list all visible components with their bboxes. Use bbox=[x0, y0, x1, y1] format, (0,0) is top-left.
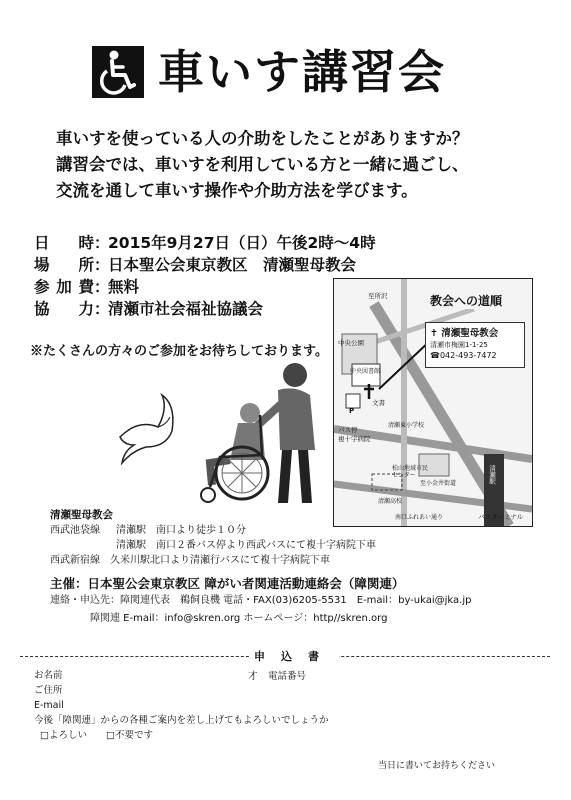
map-label: 文書 bbox=[372, 399, 385, 407]
detail-label: 日時 bbox=[34, 234, 94, 252]
intro-line: 交流を通して車いす操作や介助方法を学びます。 bbox=[56, 181, 418, 200]
option-no[interactable]: □不要です bbox=[106, 730, 153, 741]
notice-question: 今後「障関連」からの各種ご案内を差し上げてもよろしいでしょうか bbox=[34, 715, 329, 726]
map-label: 清瀬高校 bbox=[378, 498, 403, 505]
detail-datetime: 日時 ： 2015年9月27日（日）午後2時〜4時 bbox=[34, 234, 376, 252]
intro-line: 講習会では、車いすを利用している方と一緒に過ごし、 bbox=[56, 155, 469, 174]
name-label: お名前 bbox=[34, 670, 63, 681]
map-church-box bbox=[425, 322, 525, 368]
detail-value: 日本聖公会東京教区 清瀬聖母教会 bbox=[108, 256, 357, 274]
detail-venue: 場所 ： 日本聖公会東京教区 清瀬聖母教会 bbox=[34, 256, 357, 274]
detail-fee: 参加費 ： 無料 bbox=[34, 278, 140, 296]
map-label: バスターミナル bbox=[478, 513, 524, 521]
map-label: 中央図書館 bbox=[350, 368, 381, 375]
map-label: 至小金井街道 bbox=[420, 480, 457, 487]
map-label: 清瀬東小学校 bbox=[388, 422, 425, 429]
detail-value: 2015年9月27日（日）午後2時〜4時 bbox=[108, 234, 376, 252]
wheelchair-illustration bbox=[110, 355, 335, 510]
intro-line: 車いすを使っている人の介助をしたことがありますか？ bbox=[56, 129, 469, 148]
dove-icon bbox=[120, 395, 173, 463]
age-suffix: 才 bbox=[248, 671, 258, 682]
map-label: 南口ふれあい通り bbox=[395, 514, 444, 521]
detail-value: 清瀬市社会福祉協議会 bbox=[108, 300, 264, 318]
detail-label: 協力 bbox=[34, 300, 94, 318]
wheelchair-icon bbox=[92, 46, 144, 98]
railway-line: 西武新宿線 bbox=[50, 555, 100, 566]
access-text: 久米川駅北口より清瀬行バスにて複十字病院下車 bbox=[110, 555, 330, 566]
map-label: 複十字病院 bbox=[338, 435, 371, 443]
map-address: 清瀬市梅園1-1-25 bbox=[430, 341, 488, 349]
map-parking-label: P bbox=[349, 407, 355, 415]
map-label: 至所沢 bbox=[368, 292, 388, 300]
detail-label: 参加費 bbox=[34, 278, 94, 296]
notice-options bbox=[34, 728, 329, 743]
contact-line: 障関連 E-mail：info@skren.org ホームページ：http//skren.org bbox=[90, 613, 388, 624]
access-line bbox=[50, 553, 376, 568]
intro-text bbox=[56, 126, 469, 204]
map-label: 松山地域市民センター bbox=[392, 465, 429, 479]
phone-label: 電話番号 bbox=[268, 671, 307, 682]
church-map bbox=[333, 278, 533, 527]
detail-value: 無料 bbox=[108, 278, 140, 296]
form-footnote: 当日に書いてお持ちください bbox=[378, 761, 496, 771]
access-text: 清瀬駅 南口２番バス停より西武バスにて複十字病院下車 bbox=[116, 540, 376, 551]
map-title: 教会への道順 bbox=[430, 294, 503, 308]
map-church-name: ✝ 清瀬聖母教会 bbox=[430, 328, 499, 339]
map-label: 清瀬駅 bbox=[488, 465, 496, 485]
map-label: バス停 bbox=[338, 426, 358, 434]
address-label: ご住所 bbox=[34, 685, 63, 696]
detail-label: 場所 bbox=[34, 256, 94, 274]
form-heading: 申込書 bbox=[250, 648, 339, 664]
event-details bbox=[34, 232, 376, 320]
access-text: 清瀬駅 南口より徒歩１０分 bbox=[116, 525, 246, 536]
email-label: E-mail bbox=[34, 700, 64, 711]
page-title: 車いす講習会 bbox=[158, 45, 446, 99]
contact-info bbox=[50, 592, 471, 628]
contact-line: 連絡・申込先：障関連代表 鵜飼良機 電話・FAX(03)6205-5531 E-mail：by-ukai@jka.jp bbox=[50, 595, 472, 606]
access-info bbox=[50, 508, 376, 568]
access-heading: 清瀬聖母教会 bbox=[50, 509, 113, 521]
railway-line: 西武池袋線 bbox=[50, 525, 100, 536]
access-line bbox=[50, 538, 376, 553]
map-phone: ☎042-493-7472 bbox=[430, 351, 497, 360]
invitation-note: ※たくさんの方々のご参加をお待ちしております。 bbox=[30, 344, 328, 359]
church-name-text: 清瀬聖母教会 bbox=[441, 328, 499, 339]
map-label: 中央公園 bbox=[338, 339, 364, 347]
access-line bbox=[50, 523, 376, 538]
option-yes[interactable]: □よろしい bbox=[40, 730, 87, 741]
detail-cooperation: 協力 ： 清瀬市社会福祉協議会 bbox=[34, 300, 264, 318]
sponsor: 主催：日本聖公会東京教区 障がい者関連活動連絡会（障関連） bbox=[50, 576, 405, 591]
